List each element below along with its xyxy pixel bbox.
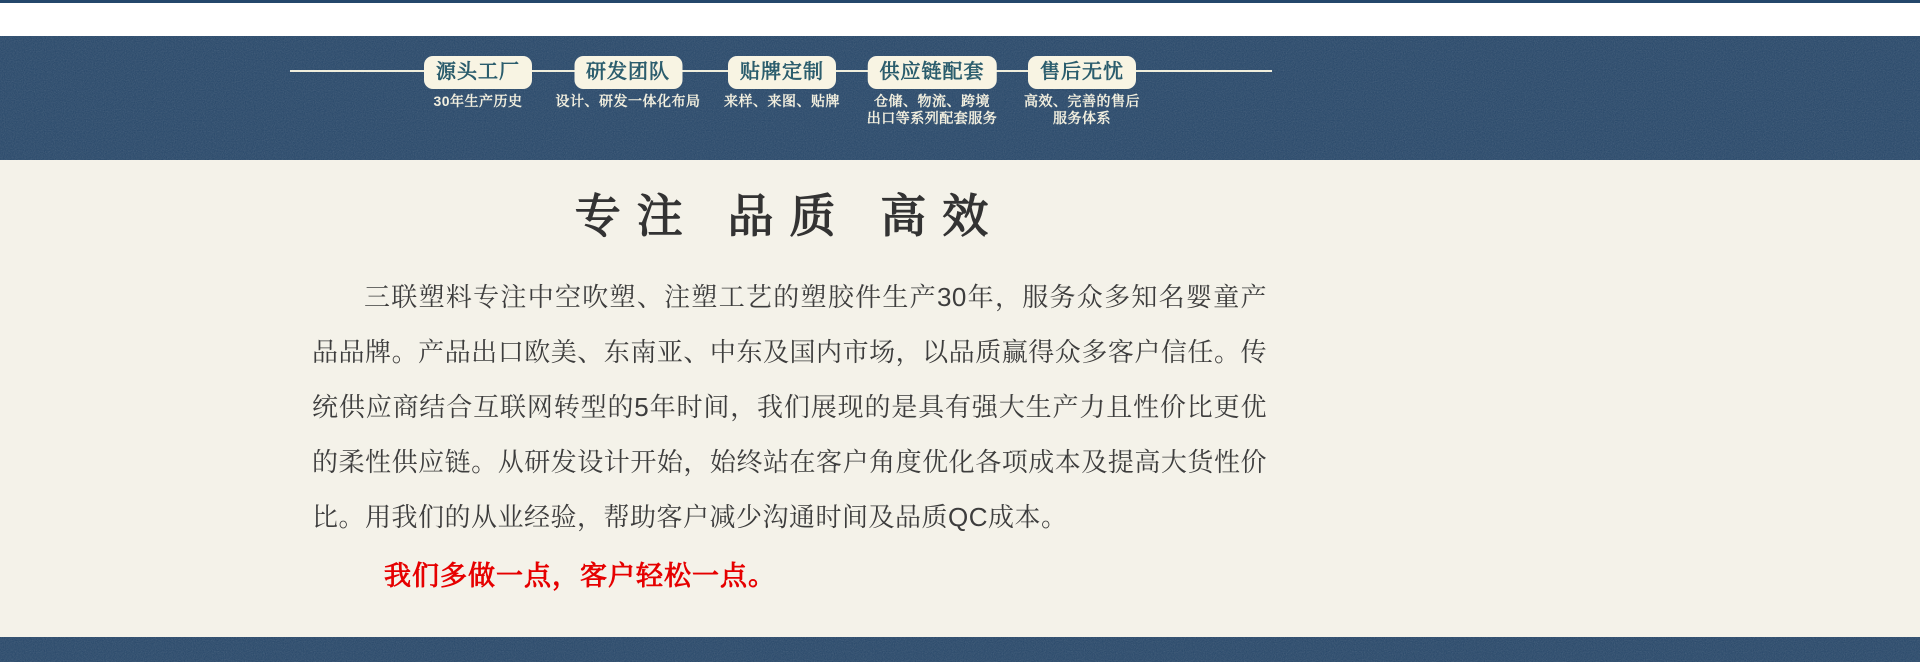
step-desc: [867, 93, 998, 127]
step-desc-line: 设计、研发一体化布局: [555, 93, 701, 109]
step-badge-label: 源头工厂: [436, 61, 520, 83]
step-badge: [574, 56, 682, 89]
step-badge: [424, 56, 532, 89]
step-desc-line: 仓储、物流、跨境: [874, 93, 990, 109]
feature-strip: [0, 36, 1920, 160]
step-badge: [868, 56, 997, 89]
top-spacer: [0, 3, 1920, 36]
step-after-sales: [1024, 56, 1140, 127]
step-badge-label: 研发团队: [586, 61, 670, 83]
step-desc-line: 服务体系: [1053, 110, 1111, 126]
step-source-factory: [424, 56, 532, 110]
step-badge-label: 售后无忧: [1040, 61, 1124, 83]
step-desc-line: 来样、来图、贴牌: [724, 93, 840, 109]
intro-content: [312, 160, 1267, 597]
section-title: 专注 品质 高效: [574, 190, 1005, 242]
step-desc: [424, 93, 532, 110]
step-badge: [728, 56, 836, 89]
bottom-band: [0, 637, 1920, 662]
intro-paragraph: 三联塑料专注中空吹塑、注塑工艺的塑胶件生产30年，服务众多知名婴童产品品牌。产品出口欧美、东南亚、中东及国内市场，以品质赢得众多客户信任。传统供应商结合互联网转型的5年时间，我们展现的是具有强大生产力且性价比更优的柔性供应链。从研发设计开始，始终站在客户角度优化各项成本及提高大货性价比。用我们的从业经验，帮助客户减少沟通时间及品质QC成本。: [312, 282, 1267, 532]
step-desc: [556, 93, 701, 110]
intro-section: [0, 160, 1920, 637]
step-desc-line: 30年生产历史: [433, 93, 523, 109]
step-desc: [1024, 93, 1140, 127]
step-rnd-team: [556, 56, 701, 110]
step-badge-label: 供应链配套: [879, 61, 985, 83]
step-desc-line: 高效、完善的售后: [1024, 93, 1140, 109]
step-badge-label: 贴牌定制: [740, 61, 824, 83]
step-oem-custom: [724, 56, 840, 110]
step-badge: [1028, 56, 1136, 89]
slogan-text: 我们多做一点，客户轻松一点。: [384, 561, 776, 591]
step-desc-line: 出口等系列配套服务: [866, 110, 998, 126]
step-supply-chain: [867, 56, 998, 127]
step-desc: [724, 93, 840, 110]
band-texture: [0, 637, 1920, 662]
